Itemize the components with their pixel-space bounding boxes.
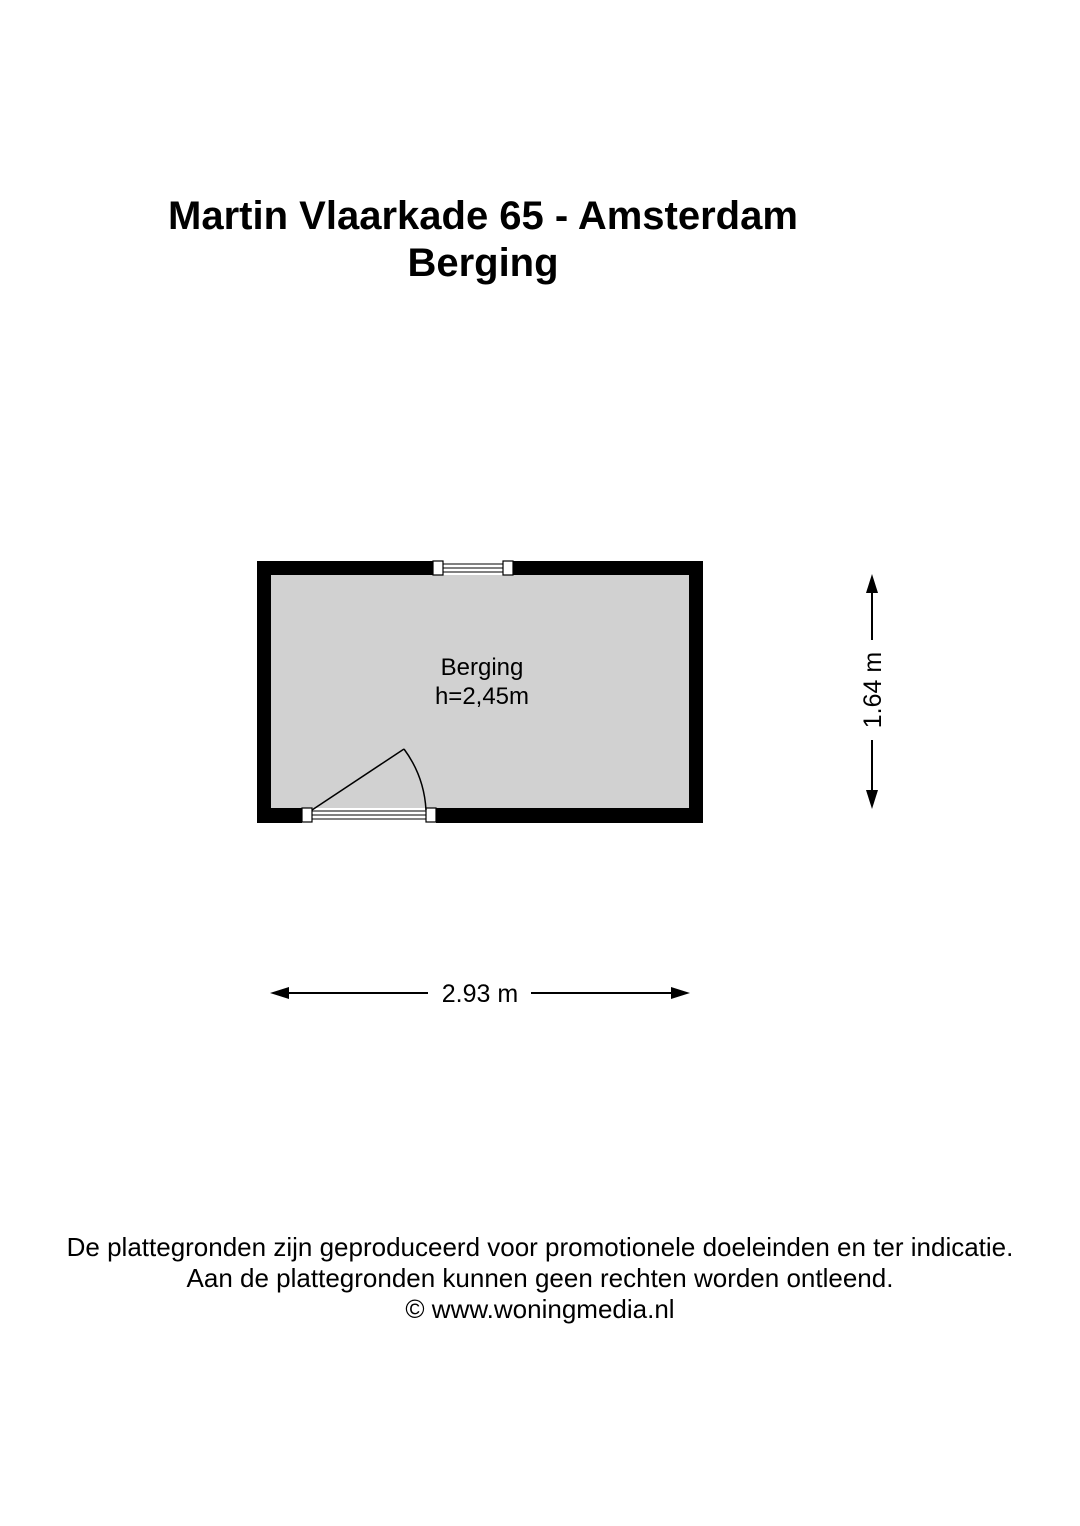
room-name: Berging — [440, 654, 524, 681]
arrow-left-icon — [270, 987, 289, 999]
width-dimension — [270, 980, 690, 1008]
arrow-up-icon — [866, 574, 878, 593]
depth-dimension — [859, 574, 887, 809]
disclaimer-line-1: De plattegronden zijn geproduceerd voor promotionele doeleinden en ter indicatie. — [66, 1232, 1014, 1262]
floor-title: Berging — [407, 241, 559, 285]
arrow-right-icon — [671, 987, 690, 999]
address-title: Martin Vlaarkade 65 - Amsterdam — [168, 194, 798, 238]
arrow-down-icon — [866, 790, 878, 809]
disclaimer — [0, 1232, 1080, 1325]
depth-label: 1.64 m — [859, 651, 887, 729]
width-label: 2.93 m — [441, 980, 519, 1008]
copyright-line: © www.woningmedia.nl — [405, 1294, 675, 1324]
room-height: h=2,45m — [434, 683, 530, 710]
window — [433, 561, 513, 575]
disclaimer-line-2: Aan de plattegronden kunnen geen rechten worden ontleend. — [186, 1263, 894, 1293]
